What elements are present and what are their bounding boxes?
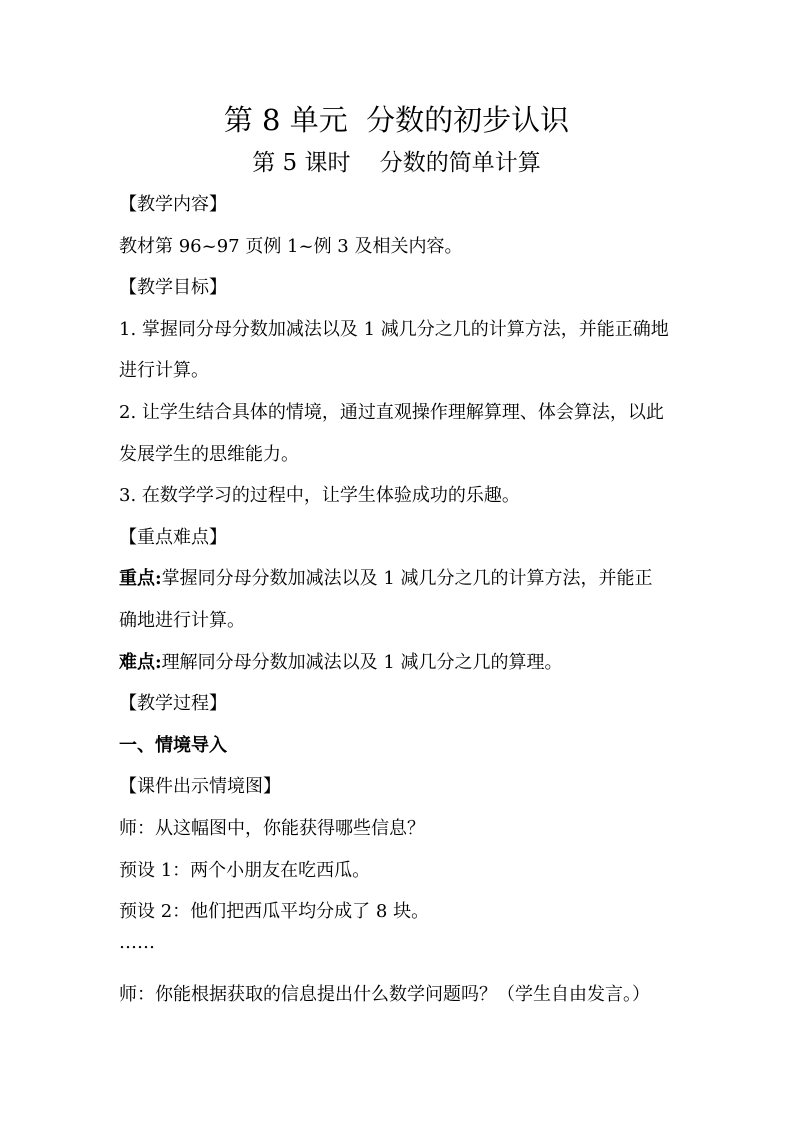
goals-heading: 【教学目标】 <box>119 277 227 298</box>
content-text: 教材第 96~97 页例 1~例 3 及相关内容。 <box>119 236 463 257</box>
key-heading: 【重点难点】 <box>119 527 227 548</box>
content-heading: 【教学内容】 <box>119 194 227 215</box>
preset-2: 预设 2：他们把西瓜平均分成了 8 块。 <box>119 901 430 922</box>
key-point-line1 <box>119 564 653 590</box>
key-point-line2: 确地进行计算。 <box>119 610 245 631</box>
lesson-subtitle: 第 5 课时 分数的简单计算 <box>252 150 541 176</box>
teacher-question-2: 师：你能根据获取的信息提出什么数学问题吗？（学生自由发言。） <box>119 984 650 1005</box>
key-text: 掌握同分母分数加减法以及 1 减几分之几的计算方法，并能正 <box>161 568 653 589</box>
teacher-question-1: 师：从这幅图中，你能获得哪些信息？ <box>119 818 425 839</box>
process-heading: 【教学过程】 <box>119 693 227 714</box>
preset-1: 预设 1：两个小朋友在吃西瓜。 <box>119 860 371 881</box>
goal2-line1: 2. 让学生结合具体的情境，通过直观操作理解算理、体会算法，以此 <box>119 402 664 423</box>
document-title: 第 8 单元 分数的初步认识 <box>223 103 570 137</box>
courseware-note: 【课件出示情境图】 <box>119 776 281 797</box>
key-label: 重点: <box>119 568 162 589</box>
goal3: 3. 在数学学习的过程中，让学生体验成功的乐趣。 <box>119 485 520 506</box>
part1-heading: 一、情境导入 <box>119 735 227 756</box>
goal2-line2: 发展学生的思维能力。 <box>119 444 299 465</box>
goal1-line2: 进行计算。 <box>119 360 209 381</box>
difficult-point <box>119 648 563 674</box>
ellipsis: …… <box>119 932 155 953</box>
difficult-text: 理解同分母分数加减法以及 1 减几分之几的算理。 <box>161 652 563 673</box>
goal1-line1: 1. 掌握同分母分数加减法以及 1 减几分之几的计算方法，并能正确地 <box>119 319 669 340</box>
difficult-label: 难点: <box>119 652 162 673</box>
